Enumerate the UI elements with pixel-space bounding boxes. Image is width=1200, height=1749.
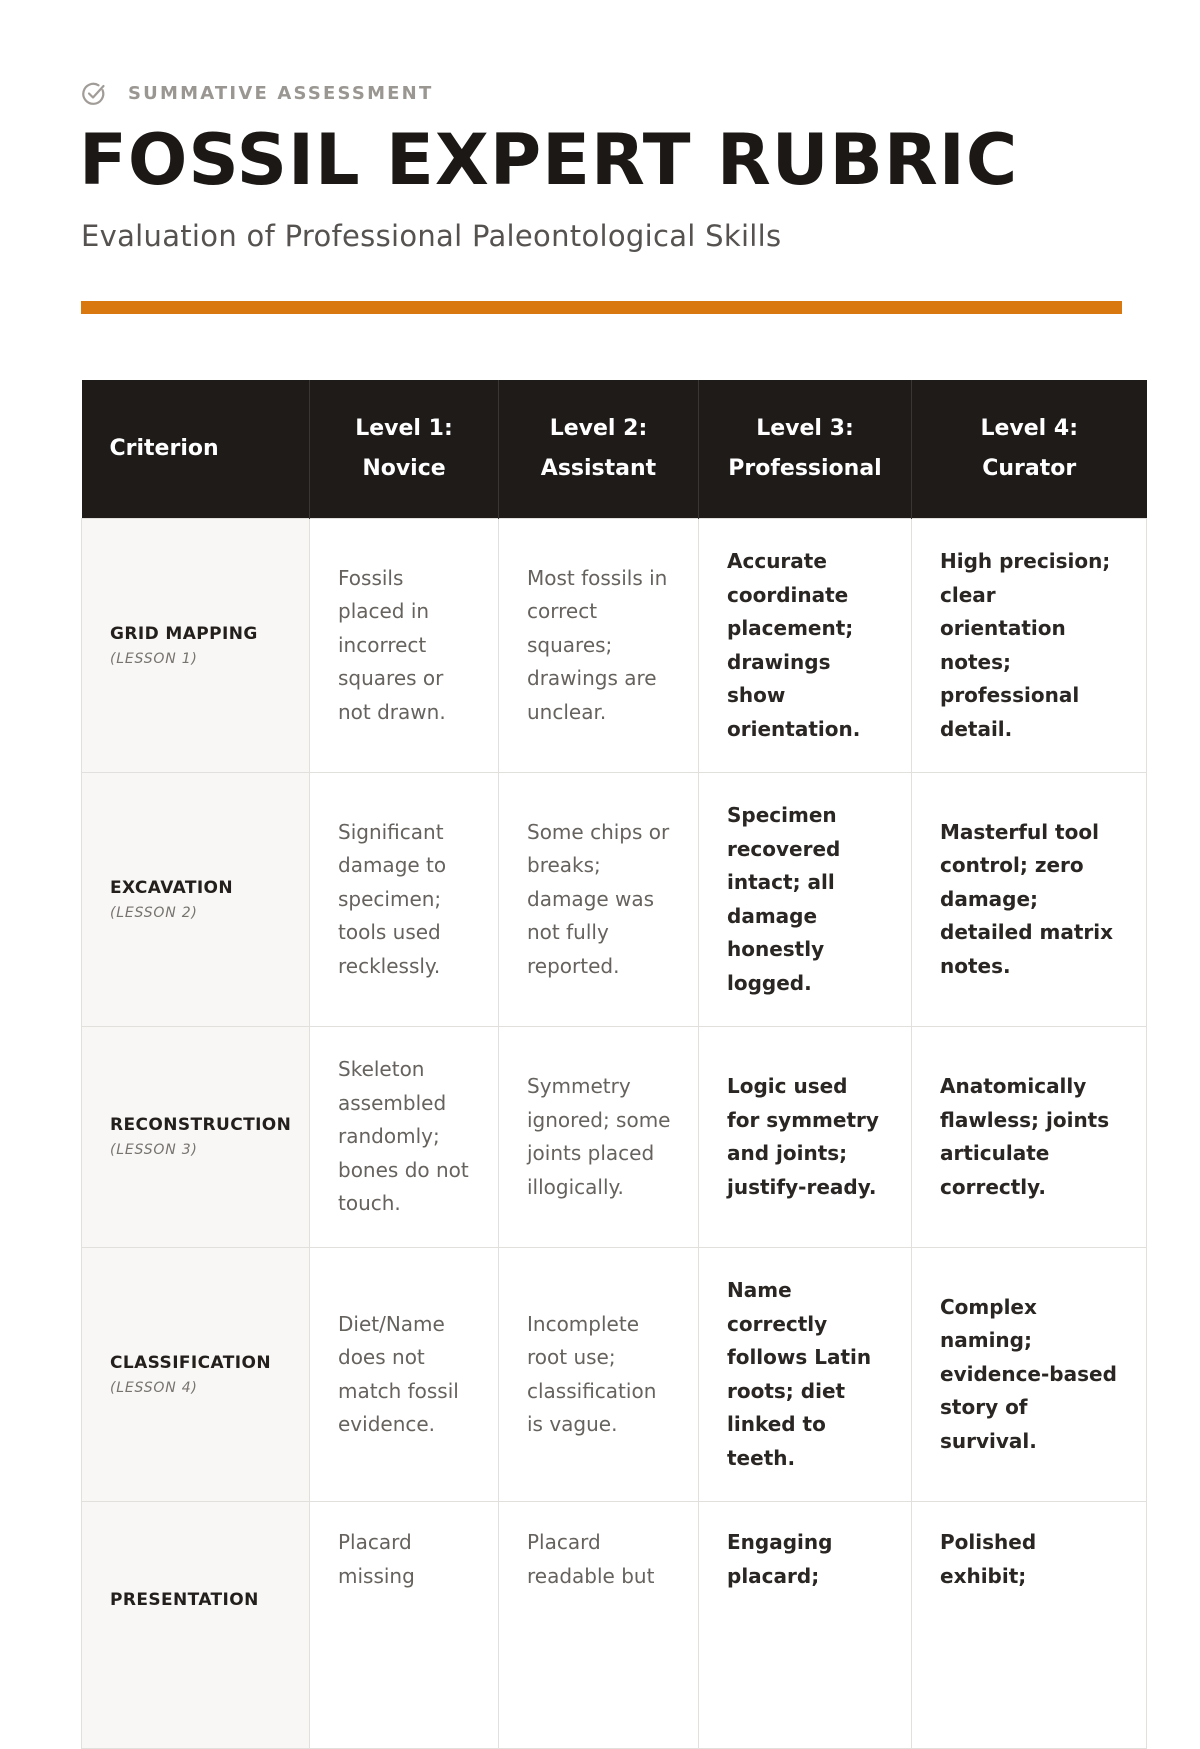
criterion-name: PRESENTATION bbox=[110, 1590, 259, 1610]
header-criterion: Criterion bbox=[82, 380, 310, 519]
criterion-cell bbox=[82, 1502, 310, 1749]
level-2-cell: Most fossils in correct squares; drawings are unclear. bbox=[499, 519, 699, 773]
level-2-cell: Placard readable but bbox=[499, 1502, 699, 1749]
level-1-cell: Diet/Name does not match fossil evidence. bbox=[310, 1248, 499, 1502]
table-row bbox=[82, 1027, 1147, 1248]
level-2-cell: Some chips or breaks; damage was not fully reported. bbox=[499, 773, 699, 1027]
level-1-cell: Fossils placed in incorrect squares or not drawn. bbox=[310, 519, 499, 773]
level-4-cell: Polished exhibit; bbox=[912, 1502, 1147, 1749]
page-subtitle: Evaluation of Professional Paleontological Skills bbox=[81, 219, 782, 253]
level-1-cell: Placard missing bbox=[310, 1502, 499, 1749]
level-3-cell: Engaging placard; bbox=[699, 1502, 912, 1749]
table-row bbox=[82, 519, 1147, 773]
level-3-cell: Logic used for symmetry and joints; justify-ready. bbox=[699, 1027, 912, 1248]
check-circle-icon bbox=[81, 81, 107, 107]
level-3-cell: Accurate coordinate placement; drawings show orientation. bbox=[699, 519, 912, 773]
criterion-lesson: (LESSON 1) bbox=[110, 650, 198, 667]
header-level-number: Level 2: bbox=[549, 416, 648, 441]
accent-divider bbox=[81, 301, 1122, 314]
table-header-row bbox=[82, 380, 1147, 519]
header-level-number: Level 3: bbox=[756, 416, 854, 441]
level-4-cell: Anatomically flawless; joints articulate correctly. bbox=[912, 1027, 1147, 1248]
criterion-lesson: (LESSON 4) bbox=[110, 1379, 198, 1396]
level-4-cell: High precision; clear orientation notes; professional detail. bbox=[912, 519, 1147, 773]
criterion-cell bbox=[82, 1248, 310, 1502]
eyebrow-label: SUMMATIVE ASSESSMENT bbox=[128, 83, 434, 104]
header-level-1 bbox=[310, 380, 499, 519]
table-row bbox=[82, 1502, 1147, 1749]
level-2-cell: Symmetry ignored; some joints placed illogically. bbox=[499, 1027, 699, 1248]
level-1-cell: Significant damage to specimen; tools used recklessly. bbox=[310, 773, 499, 1027]
level-2-cell: Incomplete root use; classification is vague. bbox=[499, 1248, 699, 1502]
header-level-3 bbox=[699, 380, 912, 519]
level-3-cell: Name correctly follows Latin roots; diet linked to teeth. bbox=[699, 1248, 912, 1502]
criterion-lesson: (LESSON 2) bbox=[110, 904, 198, 921]
criterion-cell bbox=[82, 519, 310, 773]
rubric-table bbox=[81, 380, 1147, 1749]
criterion-name: GRID MAPPING bbox=[110, 623, 258, 644]
level-4-cell: Complex naming; evidence-based story of survival. bbox=[912, 1248, 1147, 1502]
header-level-number: Level 4: bbox=[980, 416, 1078, 441]
criterion-name: EXCAVATION bbox=[110, 877, 234, 898]
eyebrow bbox=[81, 80, 433, 108]
page-title: FOSSIL EXPERT RUBRIC bbox=[79, 119, 1019, 201]
level-4-cell: Masterful tool control; zero damage; detailed matrix notes. bbox=[912, 773, 1147, 1027]
header-level-2 bbox=[499, 380, 699, 519]
level-3-cell: Specimen recovered intact; all damage honestly logged. bbox=[699, 773, 912, 1027]
level-1-cell: Skeleton assembled randomly; bones do not touch. bbox=[310, 1027, 499, 1248]
criterion-lesson: (LESSON 3) bbox=[110, 1142, 198, 1158]
criterion-cell bbox=[82, 1027, 310, 1248]
criterion-cell bbox=[82, 773, 310, 1027]
header-level-4 bbox=[912, 380, 1147, 519]
criterion-name: CLASSIFICATION bbox=[110, 1352, 271, 1373]
header-level-name: Novice bbox=[362, 456, 446, 481]
table-row bbox=[82, 773, 1147, 1027]
table-row bbox=[82, 1248, 1147, 1502]
header-level-name: Professional bbox=[728, 456, 882, 481]
header-level-name: Assistant bbox=[540, 456, 657, 481]
criterion-name: RECONSTRUCTION bbox=[110, 1115, 292, 1135]
header-level-number: Level 1: bbox=[355, 416, 453, 441]
header-level-name: Curator bbox=[982, 456, 1077, 481]
